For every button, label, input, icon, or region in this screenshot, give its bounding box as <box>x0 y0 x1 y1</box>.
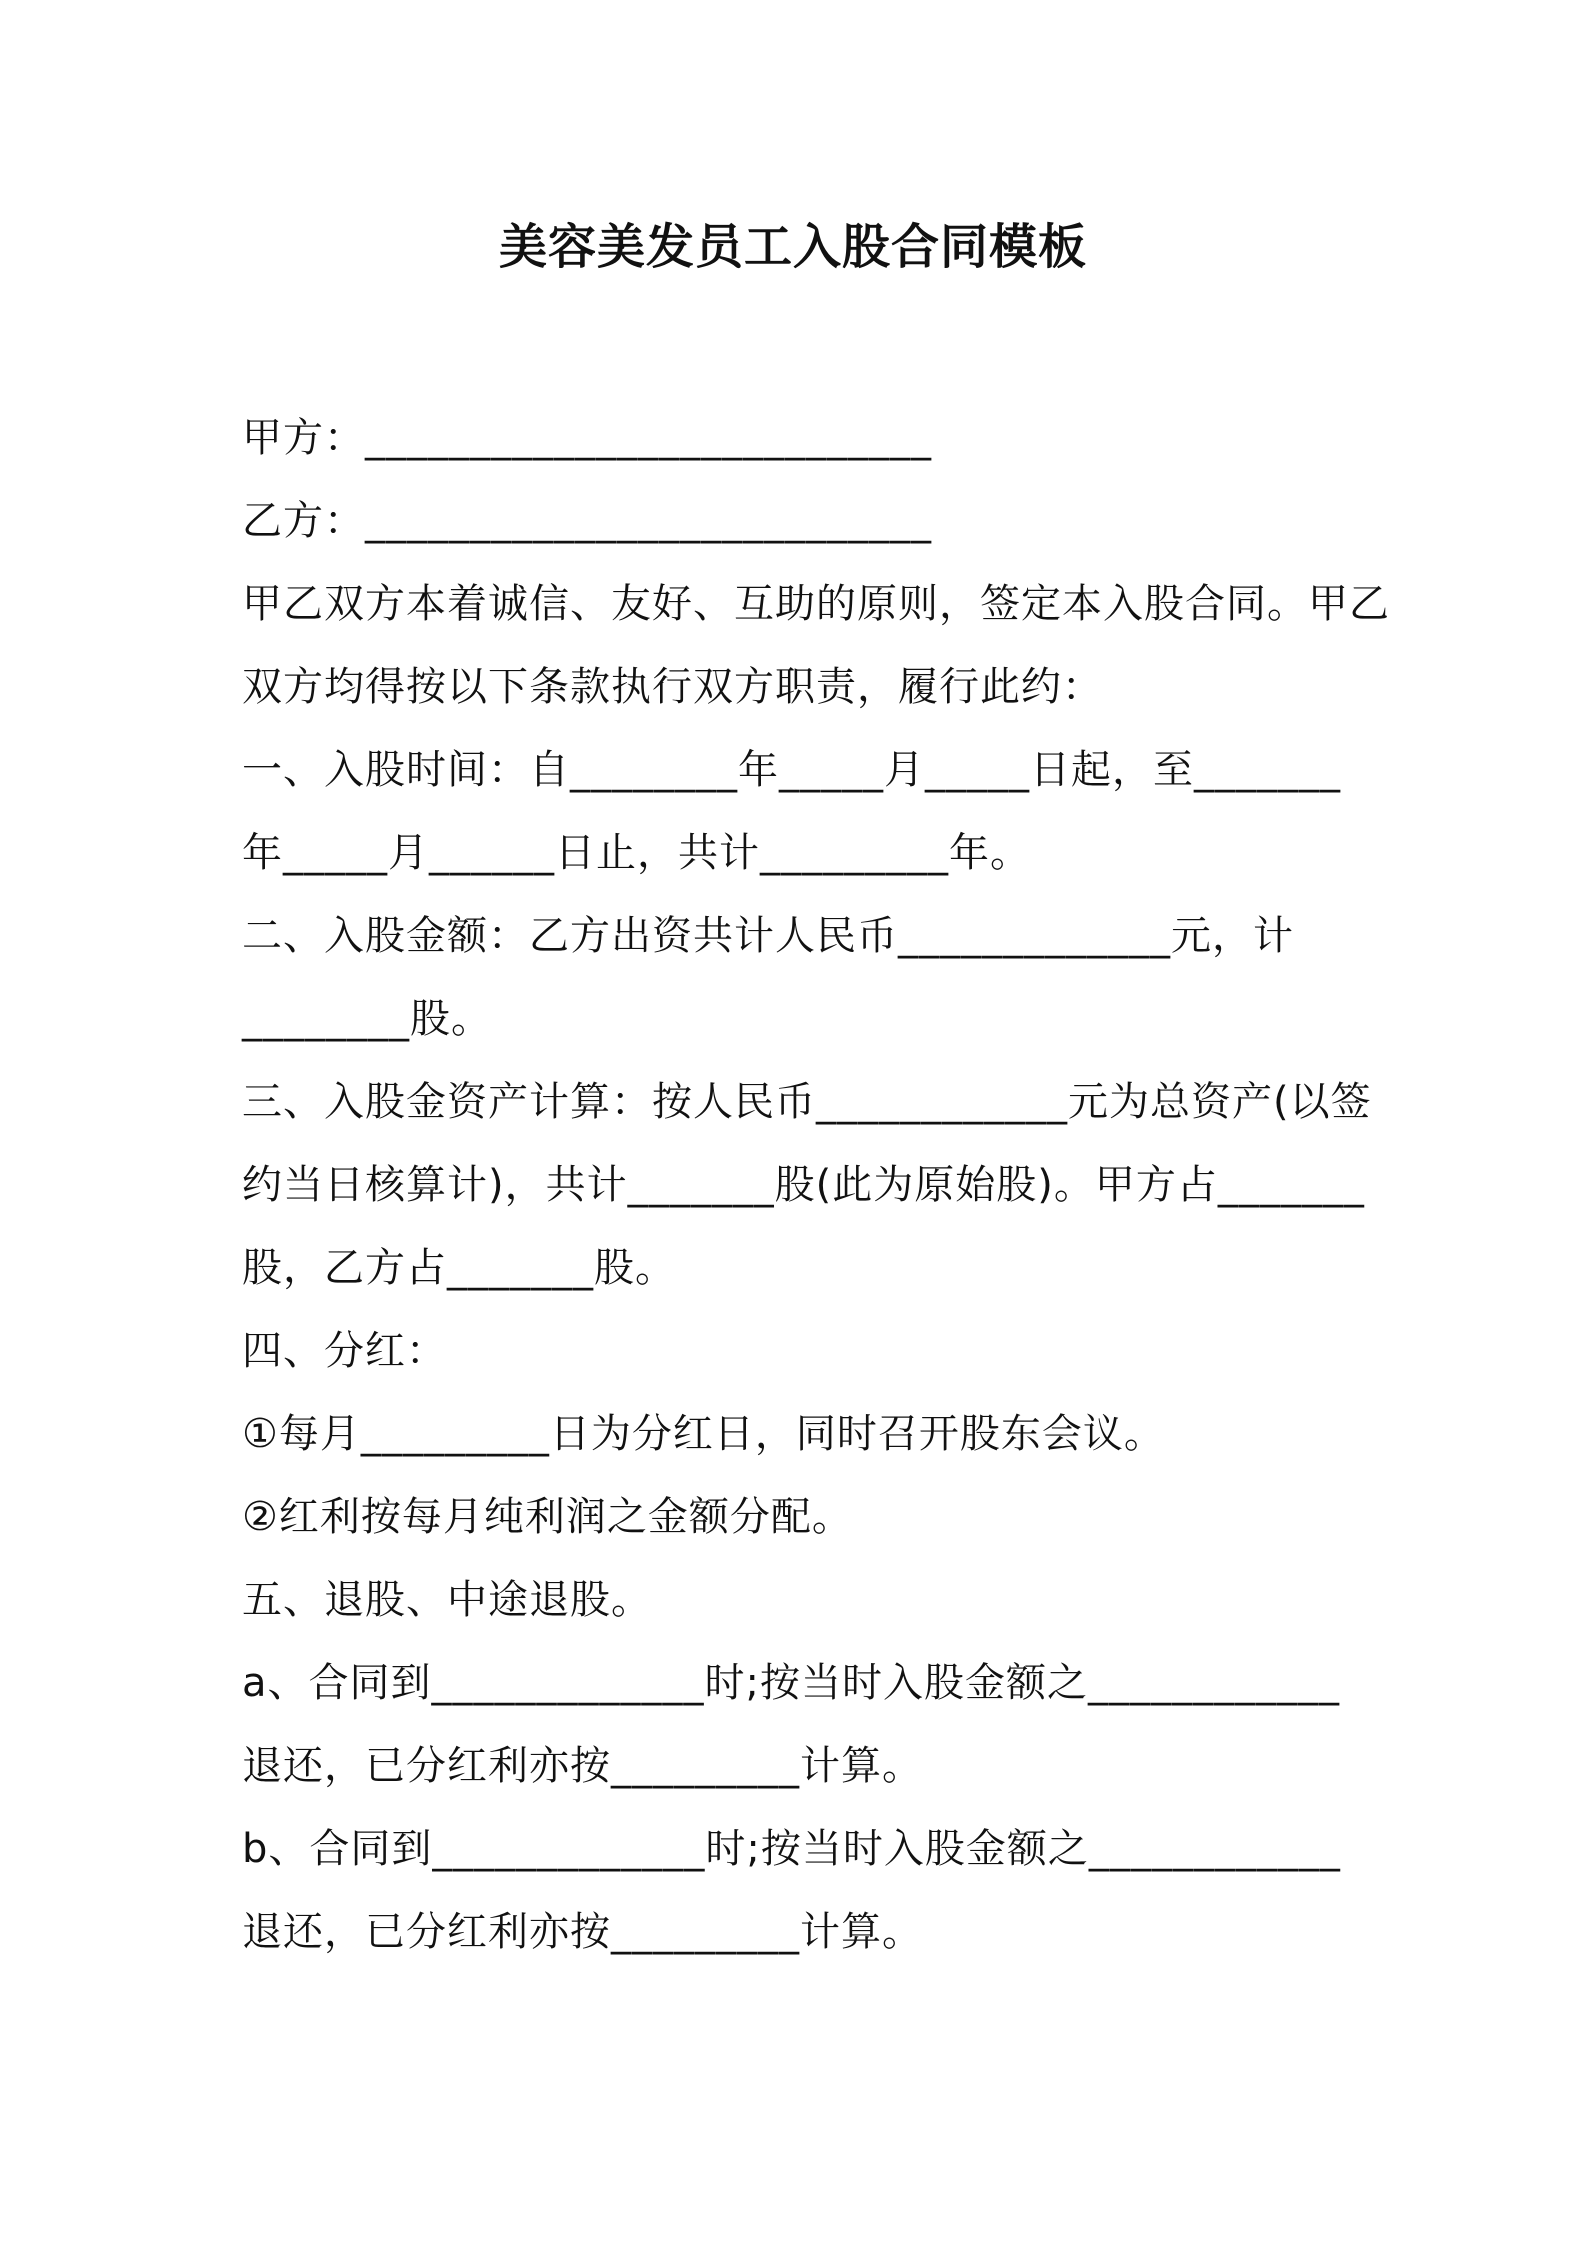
clause-1-line-1: 一、入股时间：自________年_____月_____日起，至_______ <box>242 747 1341 793</box>
document-title: 美容美发员工入股合同模板 <box>498 219 1087 275</box>
preamble-line-2: 双方均得按以下条款执行双方职责，履行此约： <box>242 664 1103 710</box>
preamble-line-1: 甲乙双方本着诚信、友好、互助的原则，签定本入股合同。甲乙 <box>242 581 1390 627</box>
clause-3-line-3: 股，乙方占_______股。 <box>242 1245 676 1291</box>
party-a-line: 甲方：___________________________ <box>242 415 932 461</box>
clause-5-b-line-2: 退还，已分红利亦按_________计算。 <box>242 1909 923 1955</box>
clause-4-item-1: ①每月_________日为分红日，同时召开股东会议。 <box>242 1411 1165 1457</box>
party-b-line: 乙方：___________________________ <box>242 498 932 544</box>
clause-3-line-1: 三、入股金资产计算：按人民币____________元为总资产(以签 <box>242 1079 1372 1125</box>
clause-5-heading: 五、退股、中途退股。 <box>242 1577 652 1623</box>
clause-1-line-2: 年_____月______日止，共计_________年。 <box>242 830 1031 876</box>
clause-3-line-2: 约当日核算计)，共计_______股(此为原始股)。甲方占_______ <box>242 1162 1365 1208</box>
clause-4-heading: 四、分红： <box>242 1328 447 1374</box>
clause-5-a-line-2: 退还，已分红利亦按_________计算。 <box>242 1743 923 1789</box>
clause-2-line-2: ________股。 <box>242 996 492 1042</box>
clause-5-a-line-1: a、合同到_____________时;按当时入股金额之____________ <box>242 1660 1340 1706</box>
clause-4-item-2: ②红利按每月纯利润之金额分配。 <box>242 1494 853 1540</box>
clause-5-b-line-1: b、合同到_____________时;按当时入股金额之____________ <box>242 1826 1341 1872</box>
clause-2-line-1: 二、入股金额：乙方出资共计人民币_____________元，计 <box>242 913 1294 959</box>
